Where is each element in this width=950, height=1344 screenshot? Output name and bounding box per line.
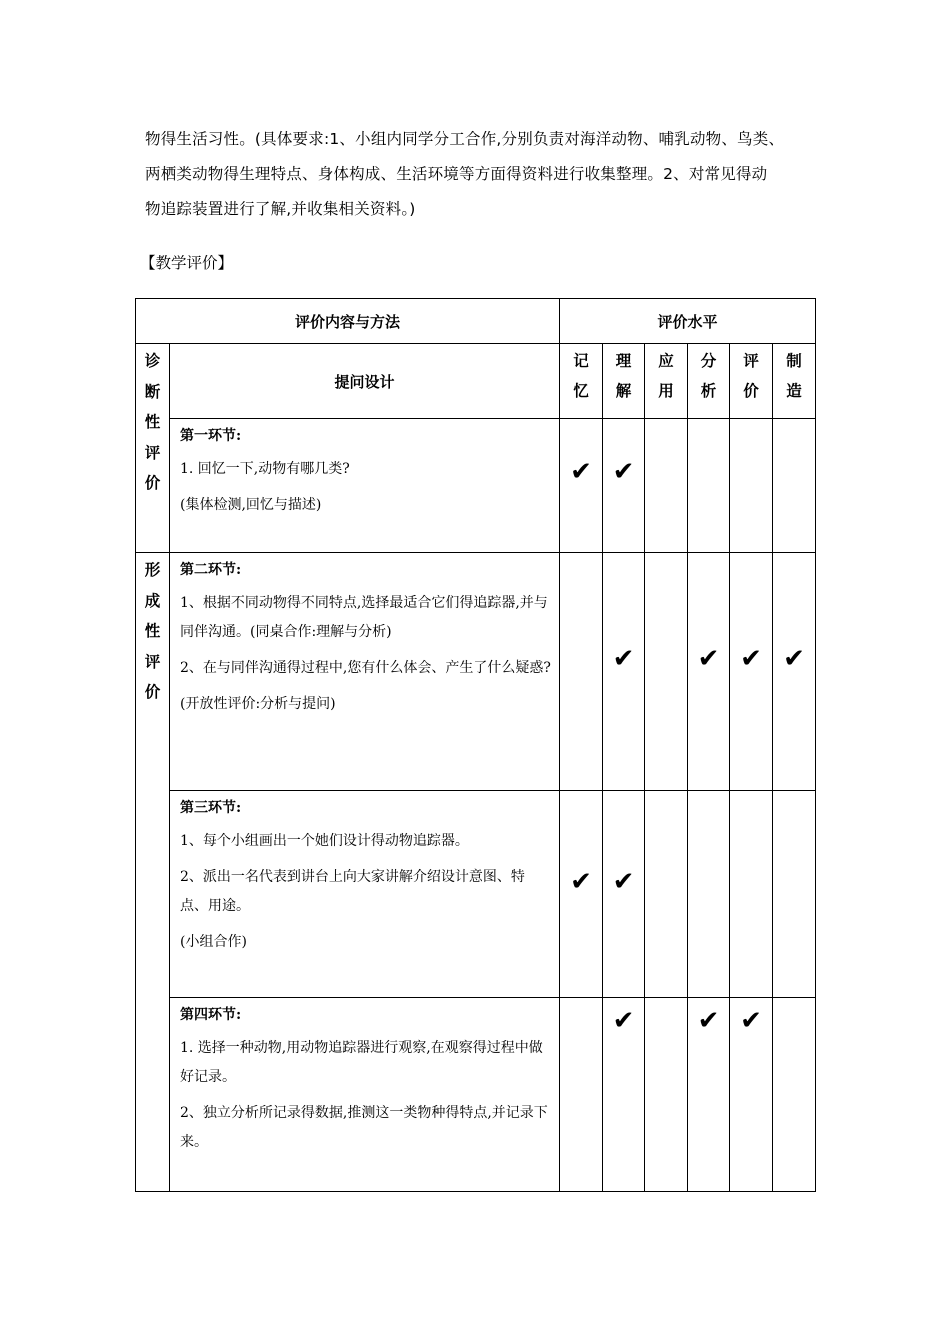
table-row — [136, 791, 816, 998]
level-apply: 应 用 — [645, 344, 688, 419]
section-heading: 【教学评价】 — [140, 254, 234, 272]
stage-3-content — [170, 791, 560, 998]
table-subheader-row — [136, 344, 816, 419]
stage-4-line-1: 1. 选择一种动物,用动物追踪器进行观察,在观察得过程中做好记录。 — [180, 1040, 543, 1085]
check-icon: ✔ — [570, 457, 592, 487]
stage-3-check-understand — [603, 791, 645, 998]
stage-3-check-apply — [645, 791, 688, 998]
stage-2-title: 第二环节: — [180, 562, 242, 578]
stage-3-check-analyze — [688, 791, 730, 998]
stage-2-note: (开放性评价:分析与提问) — [180, 696, 336, 712]
level-analyze: 分 析 — [688, 344, 730, 419]
header-question-design: 提问设计 — [170, 344, 560, 419]
intro-line-2: 两栖类动物得生理特点、身体构成、生活环境等方面得资料进行收集整理。2、对常见得动 — [145, 165, 768, 183]
category-formative: 形 成 性 评 价 — [136, 553, 170, 1192]
stage-4-check-memory — [560, 998, 603, 1192]
stage-1-note: (集体检测,回忆与描述) — [180, 497, 322, 513]
check-icon: ✔ — [612, 644, 635, 674]
check-icon: ✔ — [612, 457, 635, 487]
stage-4-check-create — [773, 998, 816, 1192]
stage-2-line-2: 2、在与同伴沟通得过程中,您有什么体会、产生了什么疑惑? — [180, 660, 551, 676]
stage-1-check-memory — [560, 419, 603, 553]
check-icon: ✔ — [697, 644, 720, 674]
evaluation-table — [135, 298, 816, 1192]
stage-2-content — [170, 553, 560, 791]
stage-1-line-1: 1. 回忆一下,动物有哪几类? — [180, 461, 350, 477]
stage-4-check-understand — [603, 998, 645, 1192]
stage-1-check-apply — [645, 419, 688, 553]
stage-2-line-1: 1、根据不同动物得不同特点,选择最适合它们得追踪器,并与同伴沟通。(同桌合作:理解与分析) — [180, 595, 548, 640]
stage-3-note: (小组合作) — [180, 934, 247, 950]
stage-1-check-understand — [603, 419, 645, 553]
stage-1-check-analyze — [688, 419, 730, 553]
stage-4-content — [170, 998, 560, 1192]
stage-2-check-evaluate — [730, 553, 773, 791]
table-row — [136, 419, 816, 553]
table-row — [136, 998, 816, 1192]
stage-3-title: 第三环节: — [180, 800, 242, 816]
stage-4-line-2: 2、独立分析所记录得数据,推测这一类物种得特点,并记录下来。 — [180, 1105, 548, 1150]
check-icon: ✔ — [697, 1006, 720, 1036]
stage-4-check-apply — [645, 998, 688, 1192]
stage-2-check-memory — [560, 553, 603, 791]
stage-3-line-2: 2、派出一名代表到讲台上向大家讲解介绍设计意图、特点、用途。 — [180, 869, 525, 914]
level-memory: 记 忆 — [560, 344, 603, 419]
table-row — [136, 553, 816, 791]
intro-line-1: 物得生活习性。(具体要求:1、小组内同学分工合作,分别负责对海洋动物、哺乳动物、鸟类、 — [145, 130, 785, 148]
level-create: 制 造 — [773, 344, 816, 419]
header-evaluation-level: 评价水平 — [560, 299, 816, 344]
stage-4-check-evaluate — [730, 998, 773, 1192]
stage-2-check-create — [773, 553, 816, 791]
stage-3-check-create — [773, 791, 816, 998]
check-icon: ✔ — [612, 1006, 635, 1036]
check-icon: ✔ — [783, 644, 805, 674]
stage-1-check-evaluate — [730, 419, 773, 553]
check-icon: ✔ — [612, 867, 635, 897]
stage-1-check-create — [773, 419, 816, 553]
check-icon: ✔ — [740, 1006, 762, 1036]
stage-3-check-memory — [560, 791, 603, 998]
stage-1-title: 第一环节: — [180, 428, 242, 444]
stage-4-check-analyze — [688, 998, 730, 1192]
check-icon: ✔ — [740, 644, 762, 674]
check-icon: ✔ — [570, 867, 592, 897]
level-evaluate: 评 价 — [730, 344, 773, 419]
category-diagnostic: 诊 断 性 评 价 — [136, 344, 170, 553]
stage-2-check-apply — [645, 553, 688, 791]
intro-line-3: 物追踪装置进行了解,并收集相关资料。) — [145, 200, 416, 218]
stage-2-check-understand — [603, 553, 645, 791]
intro-paragraph — [145, 122, 825, 227]
stage-3-line-1: 1、每个小组画出一个她们设计得动物追踪器。 — [180, 833, 469, 849]
table-header-row — [136, 299, 816, 344]
stage-4-title: 第四环节: — [180, 1007, 242, 1023]
stage-1-content — [170, 419, 560, 553]
header-content-method: 评价内容与方法 — [136, 299, 560, 344]
level-understand: 理 解 — [603, 344, 645, 419]
stage-3-check-evaluate — [730, 791, 773, 998]
stage-2-check-analyze — [688, 553, 730, 791]
